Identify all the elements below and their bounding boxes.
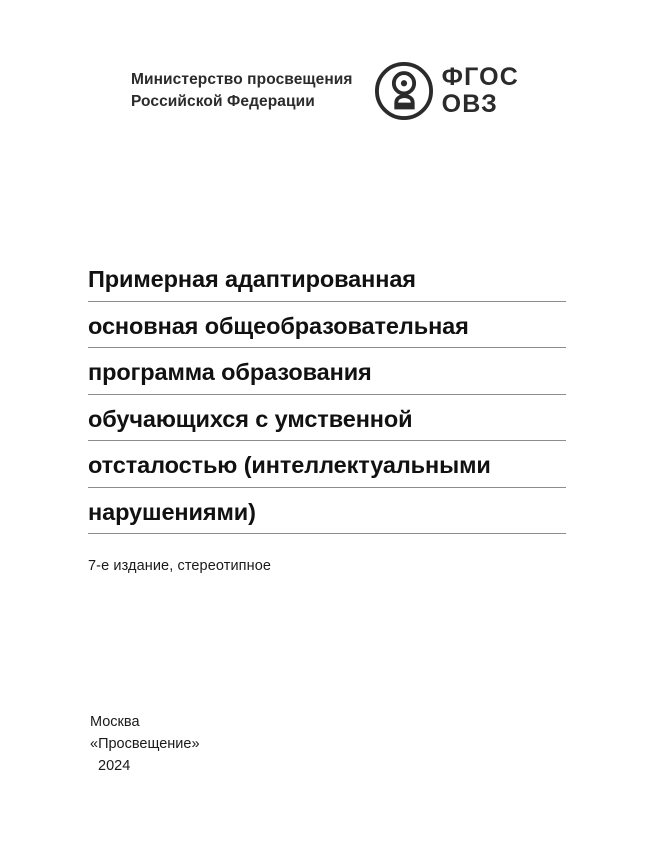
fgos-text-line-1: ФГОС [441,63,520,91]
title-line: программа образования [88,348,566,395]
imprint-city: Москва [90,714,140,730]
title-line: основная общеобразовательная [88,302,566,349]
header-inner [131,62,519,120]
fgos-text-line-2: ОВЗ [441,90,499,118]
fgos-ovz-logo [375,62,519,120]
title-line: отсталостью (интеллектуальными [88,441,566,488]
edition-statement: 7-е издание, стереотипное [88,558,272,574]
page-title [88,268,566,534]
ministry-name [131,69,353,113]
imprint-year: 2024 [98,758,131,775]
ministry-line-2: Российской Федерации [130,93,315,110]
title-line: нарушениями) [88,488,566,535]
fgos-ovz-text [442,64,519,118]
imprint-publisher: «Просвещение» [90,736,200,753]
ministry-line-1: Министерство просвещения [130,71,353,88]
title-line: Примерная адаптированная [88,268,566,302]
publisher-header [0,62,650,120]
fgos-emblem-icon [375,62,433,120]
imprint-block [90,711,200,777]
title-line: обучающихся с умственной [88,395,566,442]
